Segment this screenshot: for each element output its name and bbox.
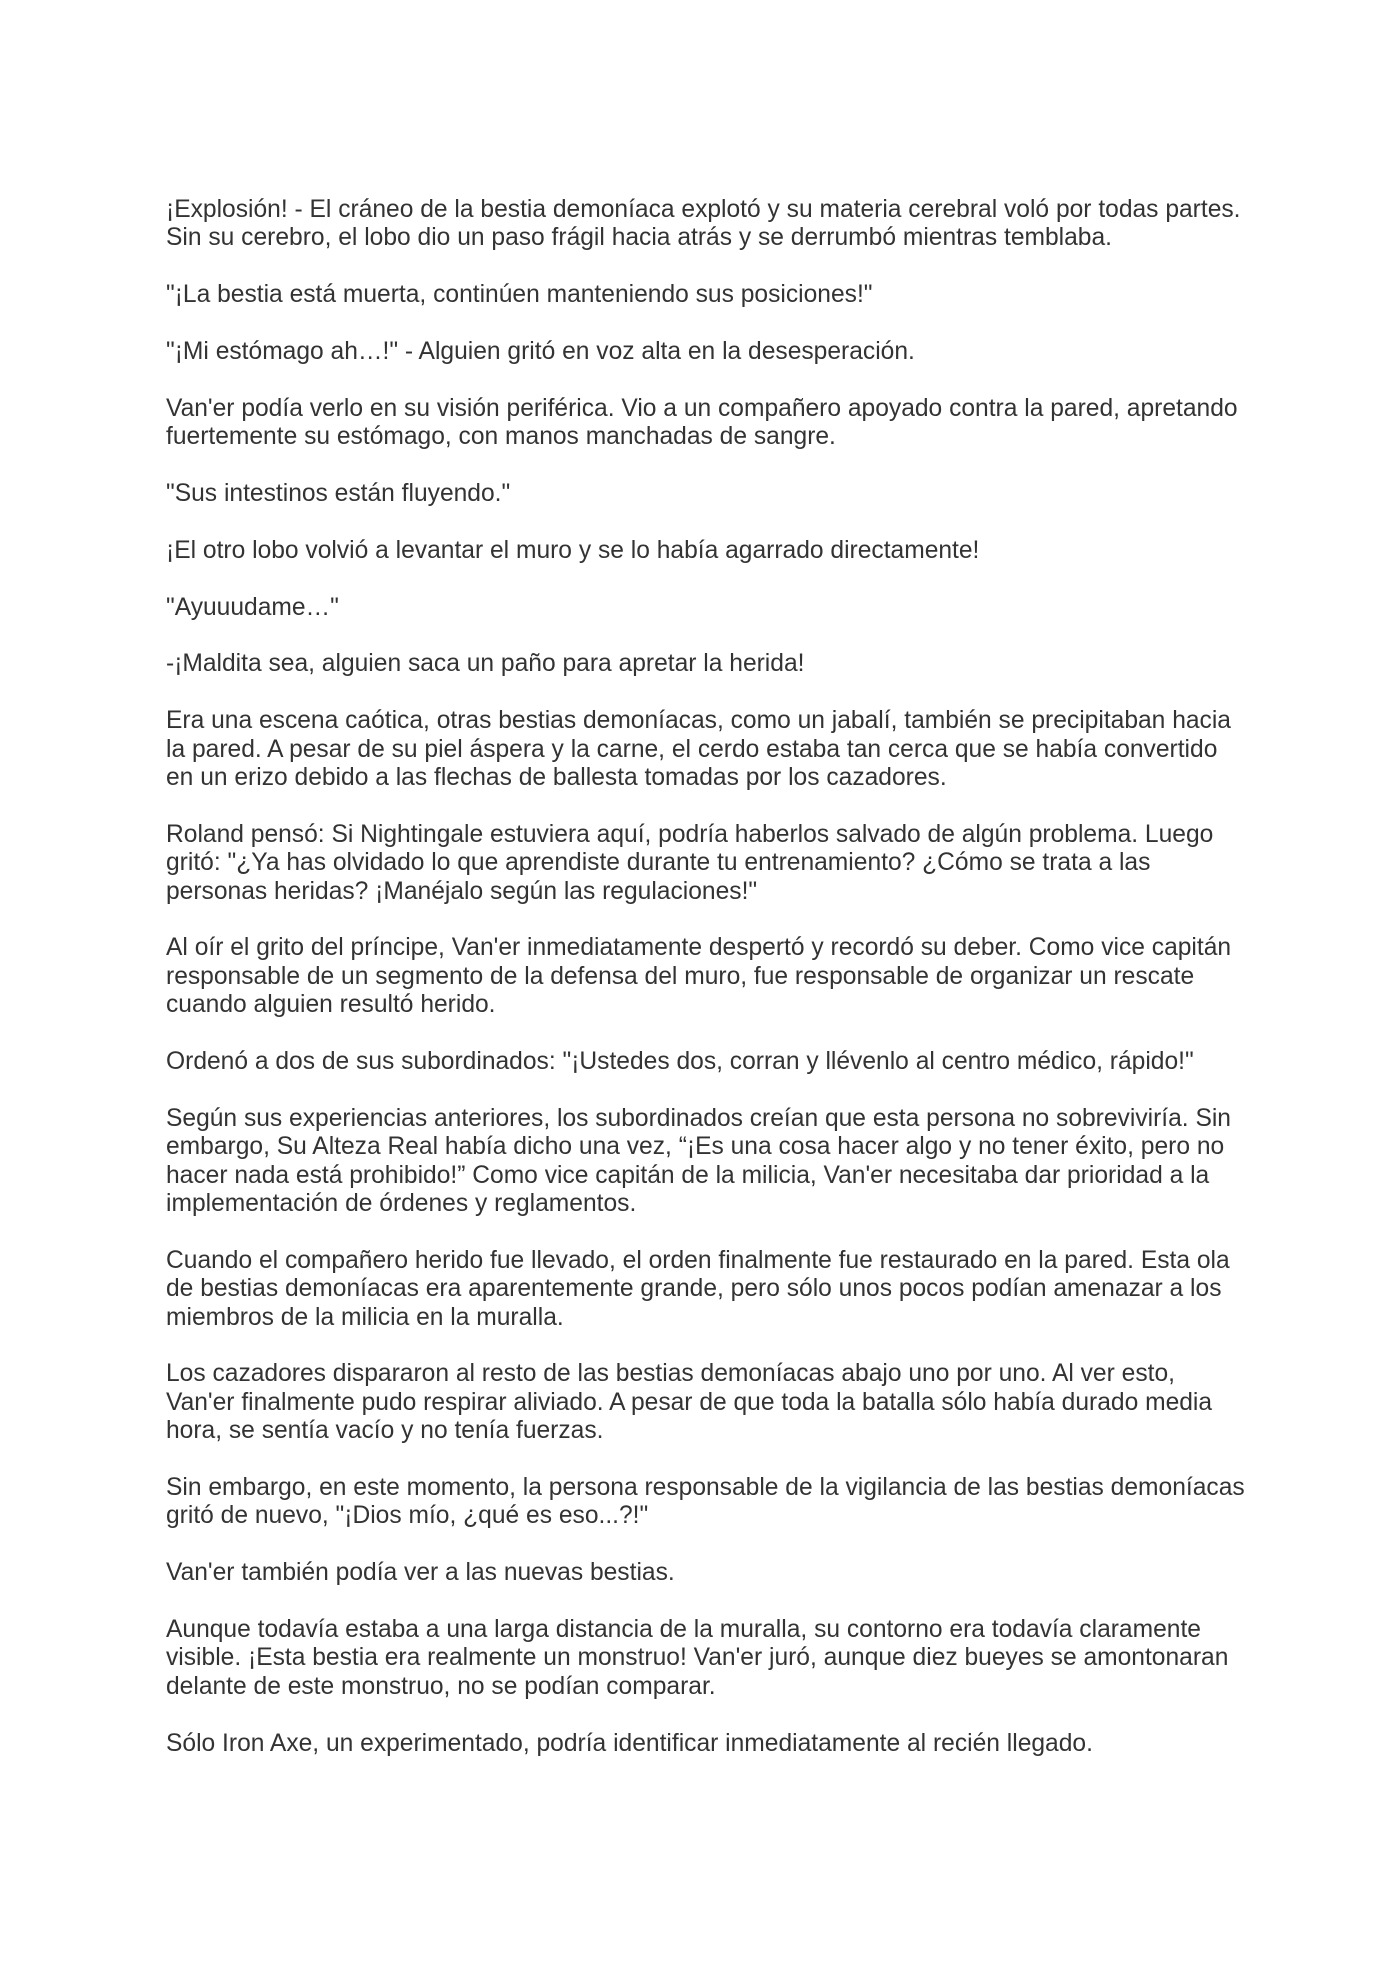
paragraph-stomach: "¡Mi estómago ah…!" - Alguien gritó en voz alta en la desesperación.	[166, 338, 915, 365]
paragraph-experiences: Según sus experiencias anteriores, los subordinados creían que esta persona no sobreviviría. Sin embargo, Su Alteza Real había dicho una vez, “¡Es una cosa hacer algo y no tener éxito, pero no hacer nada está prohibido!” Como vice capitán de la milicia, Van'er necesitaba dar prioridad a la implementación de órdenes y reglamentos.	[166, 1104, 1231, 1218]
paragraph-chaotic-scene: Era una escena caótica, otras bestias demoníacas, como un jabalí, también se precipitaban hacia la pared. A pesar de su piel áspera y la carne, el cerdo estaba tan cerca que se había convertido en un erizo debido a las flechas de ballesta tomadas por los cazadores.	[166, 707, 1231, 791]
paragraph-iron-axe: Sólo Iron Axe, un experimentado, podría identificar inmediatamente al recién llegado.	[166, 1729, 1093, 1757]
paragraph-new-beasts: Van'er también podía ver a las nuevas bestias.	[166, 1559, 675, 1587]
paragraph-beast-dead: "¡La bestia está muerta, continúen manteniendo sus posiciones!"	[166, 281, 873, 309]
paragraph-hunters: Los cazadores dispararon al resto de las bestias demoníacas abajo uno por uno. Al ver esto, Van'er finalmente pudo respirar aliviado. A pesar de que toda la batalla sólo había durado media hora, se sentía vacío y no tenía fuerzas.	[166, 1360, 1213, 1445]
paragraph-order-restored: Cuando el compañero herido fue llevado, el orden finalmente fue restaurado en la pared. Esta ola de bestias demoníacas era aparentemente grande, pero sólo unos pocos podían amenazar a los miembros de la milicia en la muralla.	[166, 1246, 1230, 1331]
paragraph-prince-shout: Al oír el grito del príncipe, Van'er inmediatamente despertó y recordó su deber. Como vice capitán responsable de un segmento de la defensa del muro, fue responsable de organizar un rescate cuando alguien resultó herido.	[166, 934, 1232, 1019]
paragraph-intestines: "Sus intestinos están fluyendo."	[166, 480, 511, 507]
paragraph-peripheral-vision: Van'er podía verlo en su visión periférica. Vio a un compañero apoyado contra la pared, apretando fuertemente su estómago, con manos manchadas de sangre.	[166, 394, 1238, 451]
paragraph-lookout: Sin embargo, en este momento, la persona responsable de la vigilancia de las bestias demoníacas gritó de nuevo, "¡Dios mío, ¿qué es eso...?!"	[166, 1474, 1245, 1530]
paragraph-monster: Aunque todavía estaba a una larga distancia de la muralla, su contorno era todavía claramente visible. ¡Esta bestia era realmente un monstruo! Van'er juró, aunque diez bueyes se amontonaran delante de este monstruo, no se podían comparar.	[166, 1616, 1229, 1700]
paragraph-cloth: -¡Maldita sea, alguien saca un paño para apretar la herida!	[166, 650, 805, 678]
paragraph-help: "Ayuuudame…"	[166, 593, 339, 621]
paragraph-other-wolf: ¡El otro lobo volvió a levantar el muro y se lo había agarrado directamente!	[166, 536, 980, 564]
paragraph-roland: Roland pensó: Si Nightingale estuviera aquí, podría haberlos salvado de algún problema. Luego gritó: "¿Ya has olvidado lo que aprendiste durante tu entrenamiento? ¿Cómo se trata a las personas heridas? ¡Manéjalo según las regulaciones!"	[166, 820, 1214, 905]
document-page	[166, 196, 1246, 1786]
paragraph-order: Ordenó a dos de sus subordinados: "¡Ustedes dos, corran y llévenlo al centro médico, rápido!"	[166, 1048, 1194, 1076]
paragraph-explosion: ¡Explosión! - El cráneo de la bestia demoníaca explotó y su materia cerebral voló por todas partes. Sin su cerebro, el lobo dio un paso frágil hacia atrás y se derrumbó mientras temblaba.	[166, 196, 1241, 252]
